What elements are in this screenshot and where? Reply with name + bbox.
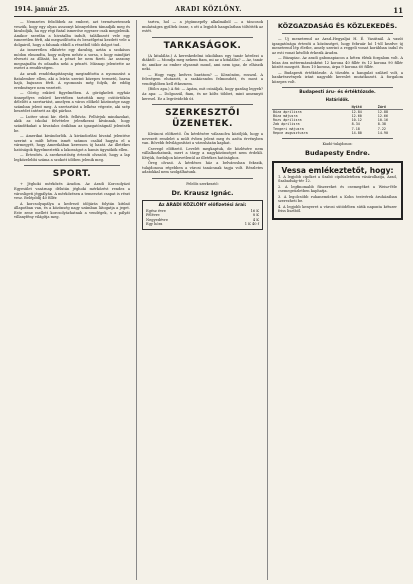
market-subtitle: Határidők. (325, 97, 350, 103)
article-paragraph: A korcsolyapálya a kedvező időjárás folytán kitűnő állapotban van, és a közönség nagy számban látogatja a jeget. Este zene mellett korcsolyázhatnak a vendégek, s a pályát villanyfény világítja meg. (14, 201, 130, 220)
table-cell: 14.90 (377, 130, 389, 135)
page-header (14, 6, 403, 17)
table-cell: Repce augusztusra (273, 130, 308, 135)
article-paragraph: — Amerikai kivándorlók. A kivándorlási hivatal jelentése szerint a múlt héten ismét számos család hagyta el a vármegyét, hogy Amerikában keressen új hazát. Az illetékes hatóságok figyelmeztetik a lakosságot a hamis ügynökök ellen. (14, 134, 130, 152)
editor-name: Dr. Krausz Ignác. (171, 188, 234, 197)
article-paragraph: + Jéghoki mérkőzés Aradon. Az Aradi Korcsolyázó Egyesület vasárnap délután jéghoki mérkőzést rendez a városligeti jégpályán. A mérkőzésen a temesvári csapat is részt vesz. Belépődíj 40 fillér. (14, 182, 130, 201)
subscription-box (142, 200, 263, 230)
article-paragraph: — Görög esküvő figyelmében. A görögkeleti egyház ünnepélyes esküvő keretében tartották meg csütörtökön délelőtt a szertartást, amelyen a város előkelő közönsége nagy számban jelent meg. A szertartást a lelkész végezte, aki szép beszédet intézett az ifjú párhoz. (14, 91, 130, 114)
advertisement-item: 3. A legolcsóbb ruhaneműeket a Kohn testvérek áruházában szerezheti be. (278, 194, 397, 204)
price-value: 1 K 40 f (244, 222, 259, 227)
article-paragraph: — Lutter utcai kir. életb. felhívás. Felhívjuk mindazokat, akik az iskolai felvételre jelentkezni kívánnak, hogy szándékukat a hivatalos órákban az igazgatóságnál jelentsék be. (14, 114, 130, 133)
table-cell: 7.18 (351, 126, 360, 131)
article-paragraph: Öreg olvasó. A kérdéses ház a belvárosban fekszik, tulajdonosa régebben a városi tanácsnak tagja volt. Részletes adatokkal nem szolgálhatunk. (142, 161, 263, 175)
article-paragraph: — Hogy vagy, kedves barátom? — Köszönöm, rosszul. A feleségem elutazott, a szakácsnőm felmondott, és most a vendéglőben kell étkeznem. (142, 72, 263, 86)
section-rule (282, 138, 393, 139)
editor-label: Felelős szerkesztő: (186, 182, 219, 187)
price-value: 4 K (252, 217, 259, 222)
price-row (146, 222, 259, 227)
article-paragraph: Az aradi rendőrkapitányság megindította a nyomozást a fiatalember ellen, aki a leírás szerint közepes termetű, barna hajú, bajuszos férfi. A nyomozás még folyik, de eddig eredményre nem vezetett. (14, 72, 130, 90)
section-heading-kozgazdasag: KÖZGAZDASÁG ÉS KÖZLEKEDÉS. (277, 22, 398, 30)
subscription-title: Az ARADI KÖZLÖNY előfizetési árai: (158, 202, 247, 208)
column-divider (267, 20, 268, 580)
table-cell: 14.80 (351, 130, 362, 135)
page-number: 11 (393, 6, 403, 15)
price-label: Félévre (146, 213, 160, 218)
table-cell: Zab áprilisra (273, 122, 300, 127)
table-header-cell: Nyitó (351, 105, 377, 110)
table-cell: Búza áprilisra (273, 109, 302, 114)
table-cell: 8.38 (377, 122, 386, 127)
newspaper-title: ARADI KÖZLÖNY. (175, 6, 242, 13)
table-cell: Búza májusra (273, 113, 298, 118)
table-cell: 12.66 (377, 113, 389, 118)
section-rule (282, 33, 393, 34)
table-cell: 10.12 (351, 118, 362, 123)
table-cell: 10.16 (377, 118, 389, 123)
article-paragraph: Csevegő előfizető. Levelét megkaptuk, de közlésére nem vállalkozhatunk, mert a tárgy a nagyközönséget nem érdekli. Kérjük, forduljon közvetlenül az illetékes hatósághoz. (142, 146, 263, 160)
section-rule (24, 165, 120, 166)
article-paragraph: (Bölcs apa.) A fiú: — Apám, mit csináljak, hogy gazdag legyek? Az apa: — Dolgozzál, fiam, és ne költs többet, mint amennyit keresel. Ez a legrövidebb út. (142, 87, 263, 101)
table-cell: 8.34 (351, 122, 360, 127)
section-rule (152, 178, 253, 179)
article-paragraph: Kíváncsi előfizető. Ön kérdésére válaszolva közöljük, hogy a nevezett rendelet a múlt évben jelent meg és azóta érvényben van. Bővebb felvilágosítást a városházán kaphat. (142, 132, 263, 146)
publisher-name: Budapesty Endre. (305, 148, 370, 157)
subscription-price-list (146, 209, 259, 227)
section-rule (282, 87, 393, 88)
column-middle (142, 20, 263, 580)
article-paragraph: Az ismeretlen elkísérte egy darabig, aztán a szokásos módon elmondta, hogy milyen nehéz a sorsa, s hogy mindjárt elveszti az állását, ha a pénzt be nem fizeti. Az asszony megsajnálta és odaadta neki a pénzét. Másnap jelentette az esetet a rendőrségen. (14, 48, 130, 71)
issue-date: 1914. január 25. (14, 6, 70, 13)
column-right (272, 20, 403, 580)
table-header-cell: Záró (377, 105, 403, 110)
price-value: 8 K (252, 213, 259, 218)
table-cell: 12.84 (351, 109, 362, 114)
advertisement-item: 1. A legjobb cipőket a Szabó cipőüzletében vásárolhatja, Arad, Szabadság-tér 12. (278, 174, 397, 184)
section-rule (152, 104, 253, 105)
advertisement-list (278, 175, 397, 214)
advertisement-box (272, 161, 403, 220)
table-cell: 12.88 (377, 109, 389, 114)
publisher-label: Kiadó-tulajdonos: (322, 141, 353, 146)
table-body (272, 109, 403, 135)
column-divider (136, 20, 137, 580)
section-rule (152, 37, 253, 38)
table-cell: 7.22 (377, 126, 386, 131)
section-heading-szerkesztoi: SZERKESZTŐI ÜZENETEK. (165, 108, 240, 130)
table-row (272, 131, 403, 135)
table-cell: Rozs áprilisra (273, 118, 302, 123)
price-label: Egész évre (146, 208, 166, 213)
article-paragraph: — Értesítés. A szerkesztőség értesíti olvasóit, hogy a lap legközelebbi száma a szokott időben jelenik meg. (14, 153, 130, 162)
article-paragraph: — Budapesti értéktőzsde. A tőzsdén a hangulat szilárd volt, a bankrészvények iránt nagyobb kereslet mutatkozott. A forgalom közepes volt. (272, 70, 403, 84)
article-paragraph: — Uj menetrend az Arad–Hegyaljai H. É. Vasútnál. A vasút igazgatósága értesíti a közönséget, hogy február hó 1-től kezdve új menetrend lép életbe, amely szerint a reggeli vonat korábban indul és az esti vonat később érkezik Aradra. (272, 37, 403, 55)
advertisement-title: Vessa emlékeztetőt, hogy: (281, 165, 394, 175)
price-value: 16 K (250, 208, 259, 213)
market-title: Budapesti áru- és értéktőzsde. (299, 90, 376, 96)
price-label: Negyedévre (146, 217, 169, 222)
article-paragraph: — Nemzetes felsőbbek az emberi, azt természetesnek veszük, hogy egy olyan asszonyt könnyebben támadják meg és kirabolják, ha egy régi fiatal ismerőse egyszer csak megjelenik. Amikor szerdán a hivatalba indult, találkozott vele egy ismeretlen férfi, aki megszólította és beszélgetni kezdett vele a dolgairól, hogy a falunak ebből a részéből több dolgot tud. (14, 20, 130, 47)
section-heading-sport: SPORT. (52, 169, 92, 180)
table-cell: 12.60 (351, 113, 362, 118)
advertisement-item: 4. A legjobb kenyeret a városi sütödében sütik naponta kétszer friss lisztből. (278, 204, 397, 214)
column-left (14, 20, 130, 580)
advertisement-item: 2. A legfinomabb fűszereket és csemegéket a Weisz-féle csemegeüzletben kaphatja. (278, 184, 397, 194)
market-table (272, 105, 403, 135)
section-heading-tarkasagok: TARKASÁGOK. (163, 40, 242, 51)
article-paragraph: (A kitalálás.) A kereskedelmi iskolában egy tanár kérdezi a diáktól: — Mondja meg nekem fiam, mi az a kitalálás? — Az, tanár úr, amikor az ember olyasmit mond, ami nem igaz, de elhiszik neki. (142, 53, 263, 72)
article-paragraph: — Búzapiac. Az aradi gabonapiacon a héten élénk forgalom volt. A búza ára métermázsánként 12 korona 40 fillér és 12 korona 90 fillér között mozgott. Rozs 10 korona, árpa 9 korona 60 fillér. (272, 56, 403, 70)
article-paragraph: tartva, hol — a jégünnepély alkalmából — a táncosok mulatságra gyűltek össze, s ott a legjobb hangulatban töltötték az estét. (142, 20, 263, 34)
price-label: Egy hóra (146, 222, 163, 227)
table-cell: Tengeri májusra (273, 126, 304, 131)
